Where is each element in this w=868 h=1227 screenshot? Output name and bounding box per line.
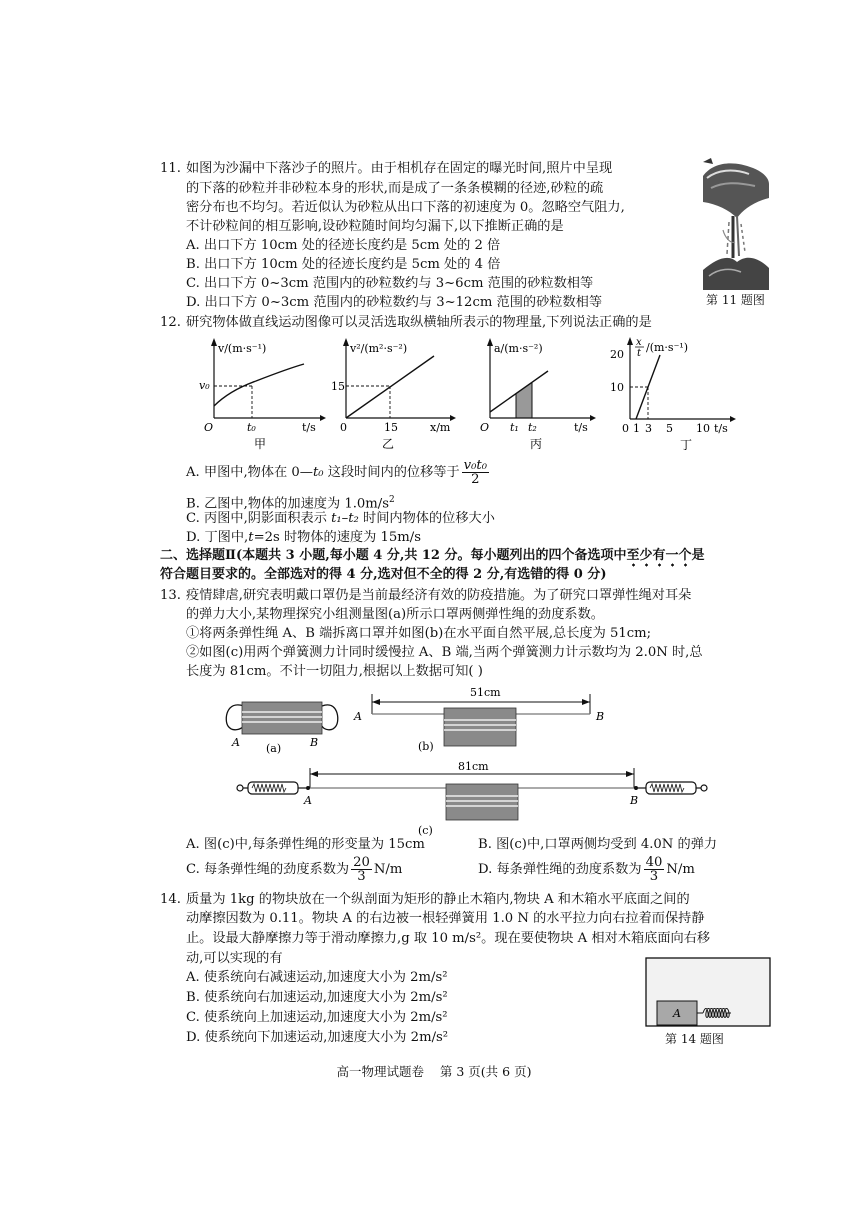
graph-ding-name: 丁 (680, 438, 693, 452)
q11-sand-photo (703, 158, 769, 290)
q11-line-2: 的下落的砂粒并非砂粒本身的形状,而是成了一条条模糊的径迹,砂粒的疏 (186, 181, 604, 196)
q13-fig-b-length: 51cm (470, 686, 501, 699)
q13-option-d-num: 40 (645, 855, 663, 870)
q13-fig-c-label-b: B (630, 794, 639, 807)
q14-figure-caption: 第 14 题图 (665, 1032, 724, 1046)
graph-jia-name: 甲 (254, 437, 267, 451)
q12-option-d-t: t (248, 530, 254, 545)
q12-option-c-t: t₁–t₂ (331, 511, 359, 526)
q12-option-c-post: 时间内物体的位移大小 (358, 511, 495, 526)
q13-option-c-unit: N/m (373, 862, 403, 877)
graph-ding-xlabel: t/s (714, 422, 728, 435)
q13-option-d (478, 854, 695, 886)
graph-jia (196, 338, 326, 456)
q11-line-1: 如图为沙漏中下落沙子的照片。由于相机存在固定的曝光时间,照片中呈现 (186, 161, 613, 176)
section2-heading-line2: 符合题目要求的。全部选对的得 4 分,选对但不全的得 2 分,有选错的得 0 分) (160, 567, 607, 582)
q12-option-a-den: 2 (471, 472, 480, 487)
q13-line-1: 疫情肆虐,研究表明戴口罩仍是当前最经济有效的防疫措施。为了研究口罩弹性绳对耳朵 (186, 588, 692, 603)
graph-bing-name: 丙 (530, 437, 543, 451)
q13-option-c-den: 3 (357, 869, 366, 884)
graph-ding-x5: 5 (666, 422, 673, 435)
q13-number: 13. (160, 588, 181, 603)
q13-line-5: 长度为 81cm。不计一切阻力,根据以上数据可知( ) (186, 664, 483, 679)
q14-line-4: 动,可以实现的有 (186, 951, 283, 966)
section2-line1-post: 是 (691, 548, 705, 563)
section2-heading-line1 (160, 547, 705, 565)
graph-bing-xlabel: t/s (574, 421, 588, 434)
q12-option-c-pre: C. 丙图中,阴影面积表示 (186, 511, 332, 526)
graph-jia-curve (214, 364, 304, 406)
q11-option-a: A. 出口下方 10cm 处的径迹长度约是 5cm 处的 2 倍 (186, 238, 501, 253)
q12-number: 12. (160, 315, 181, 330)
q13-option-c-fraction (351, 856, 372, 883)
q13-option-d-fraction (644, 856, 665, 883)
q14-box-figure (645, 957, 773, 1029)
q11-figure-caption: 第 11 题图 (706, 293, 765, 307)
q14-option-c: C. 使系统向上加速运动,加速度大小为 2m/s² (186, 1010, 448, 1025)
q12-option-d-post: =2s 时物体的速度为 15m/s (253, 530, 421, 545)
section2-line1-pre: 二、选择题Ⅱ(本题共 3 小题,每小题 4 分,共 12 分。每小题列出的四个备选项中 (160, 548, 627, 563)
q13-figure-c (232, 758, 712, 840)
q14-line-1: 质量为 1kg 的物块放在一个纵剖面为矩形的静止木箱内,物块 A 和木箱水平底面之间的 (186, 892, 690, 907)
q13-option-d-den: 3 (649, 869, 659, 884)
q13-fig-a-label-a: A (232, 736, 240, 749)
graph-jia-t0: t₀ (247, 421, 256, 434)
q12-stem: 研究物体做直线运动图像可以灵活选取纵横轴所表示的物理量,下列说法正确的是 (186, 315, 652, 330)
graph-yi (330, 338, 460, 456)
graph-yi-ylabel: v²/(m²·s⁻²) (350, 342, 408, 355)
q13-option-c-pre: C. 每条弹性绳的劲度系数为 (186, 862, 350, 877)
q11-number: 11. (160, 161, 181, 176)
q13-fig-b-caption: (b) (418, 740, 434, 753)
q12-option-a-fraction (462, 459, 489, 486)
graph-bing-ylabel: a/(m·s⁻²) (494, 342, 543, 355)
graph-ding-ylabel-num: x (636, 337, 642, 348)
section2-line1-emphasis: 至少有一个 (627, 548, 692, 568)
q11-option-b: B. 出口下方 10cm 处的径迹长度约是 5cm 处的 4 倍 (186, 257, 501, 272)
q14-number: 14. (160, 892, 181, 907)
q11-line-3: 密分布也不均匀。若近似认为砂粒从出口下落的初速度为 0。忽略空气阻力, (186, 200, 625, 215)
q12-option-a-pre: A. 甲图中,物体在 0— (186, 465, 313, 480)
q13-fig-b-label-b: B (596, 710, 605, 723)
q13-option-d-unit: N/m (666, 862, 695, 877)
graph-bing (474, 338, 604, 456)
q13-fig-a-label-b: B (310, 736, 319, 749)
q14-option-a: A. 使系统向右减速运动,加速度大小为 2m/s² (186, 970, 448, 985)
q13-figure-a-mask (222, 690, 342, 758)
graph-yi-x15: 15 (384, 421, 398, 434)
q14-option-b: B. 使系统向右加速运动,加速度大小为 2m/s² (186, 990, 448, 1005)
graph-ding-x1: 1 (633, 422, 640, 435)
q14-option-d: D. 使系统向下加速运动,加速度大小为 2m/s² (186, 1030, 449, 1045)
q12-option-b-sup: 2 (389, 495, 395, 505)
q13-fig-b-label-a: A (354, 710, 362, 723)
q12-option-a-t0: t₀ (313, 465, 324, 480)
graph-ding-ylabel-den: t (637, 348, 642, 359)
q11-option-c: C. 出口下方 0~3cm 范围内的砂粒数约与 3~6cm 范围的砂粒数相等 (186, 276, 594, 291)
q12-option-b-text: B. 乙图中,物体的加速度为 1.0m/s (186, 496, 390, 512)
q12-option-d (186, 529, 421, 547)
q13-fig-c-length: 81cm (458, 760, 489, 773)
graph-ding-x3: 3 (645, 422, 652, 435)
graph-jia-origin: O (204, 421, 214, 434)
q13-fig-c-caption: (c) (418, 824, 433, 837)
q13-option-b: B. 图(c)中,口罩两侧均受到 4.0N 的弹力 (478, 837, 718, 852)
graph-ding-ylabel-unit: /(m·s⁻¹) (646, 341, 689, 354)
q13-line-2: 的弹力大小,某物理探究小组测量图(a)所示口罩两侧弹性绳的劲度系数。 (186, 607, 604, 622)
q13-line-4: ②如图(c)用两个弹簧测力计同时缓慢拉 A、B 端,当两个弹簧测力计示数均为 2.0N 时,总 (186, 645, 703, 660)
q11-line-4: 不计砂粒间的相互影响,设砂粒随时间均匀漏下,以下推断正确的是 (186, 219, 564, 234)
q13-option-c-num: 20 (353, 855, 370, 870)
q12-option-a-mid: 这段时间内的位移等于 (323, 465, 460, 480)
q12-option-a (186, 458, 491, 488)
graph-yi-y15: 15 (331, 380, 345, 393)
q12-option-a-num: v₀t₀ (463, 458, 487, 473)
page-footer: 高一物理试题卷 第 3 页(共 6 页) (336, 1064, 532, 1079)
graph-jia-v0: v₀ (199, 379, 210, 392)
graph-jia-ylabel: v/(m·s⁻¹) (218, 342, 267, 355)
q13-option-d-pre: D. 每条弹性绳的劲度系数为 (478, 862, 642, 877)
graph-ding-y20: 20 (610, 348, 624, 361)
graph-bing-origin: O (480, 421, 490, 434)
graph-bing-t1: t₁ (510, 421, 519, 434)
graph-yi-origin: 0 (340, 421, 347, 434)
graph-bing-t2: t₂ (528, 421, 537, 434)
q13-fig-c-label-a: A (304, 794, 312, 807)
q12-option-d-pre: D. 丁图中, (186, 530, 249, 545)
q14-line-2: 动摩擦因数为 0.11。物块 A 的右边被一根轻弹簧用 1.0 N 的水平拉力向右拉着而保持静 (186, 911, 705, 926)
q11-option-d: D. 出口下方 0~3cm 范围内的砂粒数约与 3~12cm 范围的砂粒数相等 (186, 295, 603, 310)
graph-jia-xlabel: t/s (302, 421, 316, 434)
graph-yi-xlabel: x/m (430, 421, 451, 434)
q14-block-label: A (673, 1007, 681, 1020)
q12-option-c (186, 510, 495, 528)
q13-line-3: ①将两条弹性绳 A、B 端拆离口罩并如图(b)在水平面自然平展,总长度为 51cm; (186, 626, 652, 641)
graph-ding (600, 335, 740, 457)
graph-yi-name: 乙 (382, 437, 395, 451)
graph-ding-x0: 0 (622, 422, 629, 435)
q13-fig-a-caption: (a) (266, 742, 282, 755)
q13-figure-b (350, 684, 620, 754)
q13-option-c (186, 854, 402, 886)
graph-ding-y10: 10 (610, 381, 624, 394)
q13-option-a: A. 图(c)中,每条弹性绳的形变量为 15cm (186, 837, 425, 852)
graph-ding-x10: 10 (696, 422, 710, 435)
q14-line-3: 止。设最大静摩擦力等于滑动摩擦力,g 取 10 m/s²。现在要使物块 A 相对木箱底面向右移 (186, 931, 711, 946)
